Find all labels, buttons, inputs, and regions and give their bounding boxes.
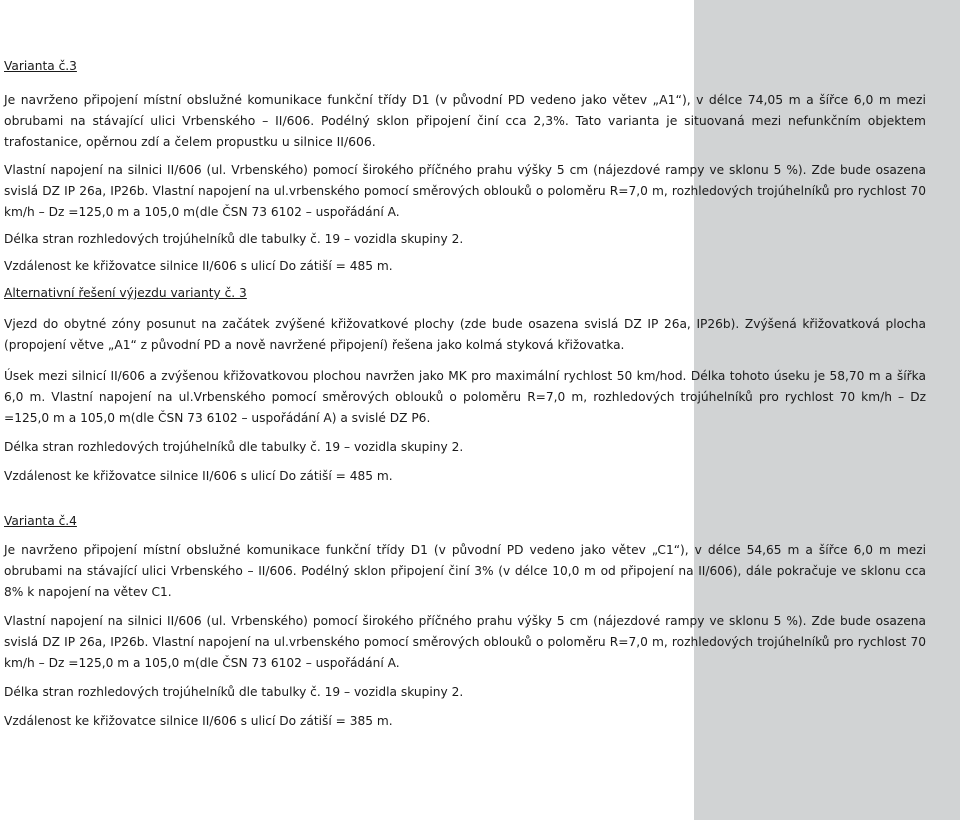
variant3-alt-distance: Vzdálenost ke křižovatce silnice II/606 s ulicí Do zátiší = 485 m. xyxy=(4,469,393,483)
variant4-distance: Vzdálenost ke křižovatce silnice II/606 s ulicí Do zátiší = 385 m. xyxy=(4,714,393,728)
variant3-distance: Vzdálenost ke křižovatce silnice II/606 s ulicí Do zátiší = 485 m. xyxy=(4,259,393,273)
variant3-alt-triangles: Délka stran rozhledových trojúhelníků dle tabulky č. 19 – vozidla skupiny 2. xyxy=(4,440,464,454)
variant4-triangles: Délka stran rozhledových trojúhelníků dle tabulky č. 19 – vozidla skupiny 2. xyxy=(4,685,464,699)
variant3-heading: Varianta č.3 xyxy=(4,59,77,73)
variant3-alt-entry: Vjezd do obytné zóny posunut na začátek zvýšené křižovatkové plochy (zde bude osazena svislá DZ IP 26a, IP26b). Zvýšená křižovatková plocha (propojení větve „A1“ z původní PD a nově navržené připojení) řešena jako kolmá styková křižovatka. xyxy=(4,317,926,352)
variant4-heading: Varianta č.4 xyxy=(4,514,77,528)
variant3-connection: Vlastní napojení na silnici II/606 (ul. Vrbenského) pomocí širokého příčného prahu výšky 5 cm (nájezdové rampy ve sklonu 5 %). Zde bude osazena svislá DZ IP 26a, IP26b. Vlastní napojení na ul.vrbenského pomocí směrových oblouků o poloměru R=7,0 m, rozhledových trojúhelníků pro rychlost 70 km/h – Dz =125,0 m a 105,0 m(dle ČSN 73 6102 – uspořádání A. xyxy=(4,163,926,219)
variant4-intro: Je navrženo připojení místní obslužné komunikace funkční třídy D1 (v původní PD vedeno jako větev „C1“), v délce 54,65 m a šířce 6,0 m mezi obrubami na stávající ulici Vrbenského – II/606. Podélný sklon připojení činí 3% (v délce 10,0 m od připojení na II/606), dále pokračuje ve sklonu cca 8% k napojení na větev C1. xyxy=(4,543,926,599)
variant3-intro: Je navrženo připojení místní obslužné komunikace funkční třídy D1 (v původní PD vedeno jako větev „A1“), v délce 74,05 m a šířce 6,0 m mezi obrubami na stávající ulici Vrbenského – II/606. Podélný sklon připojení činí cca 2,3%. Tato varianta je situovaná mezi nefunkčním objektem trafostanice, opěrnou zdí a čelem propustku u silnice II/606. xyxy=(4,92,926,149)
document-content xyxy=(4,56,926,732)
variant3-alt-section: Úsek mezi silnicí II/606 a zvýšenou křižovatkovou plochou navržen jako MK pro maximální rychlost 50 km/hod. Délka tohoto úseku je 58,70 m a šířka 6,0 m. Vlastní napojení na ul.Vrbenského pomocí směrových oblouků o poloměru R=7,0 m, rozhledových trojúhelníků pro rychlost 70 km/h – Dz =125,0 m a 105,0 m(dle ČSN 73 6102 – uspořádání A) a svislé DZ P6. xyxy=(4,369,926,425)
variant3-alt-heading: Alternativní řešení výjezdu varianty č. 3 xyxy=(4,286,247,300)
variant4-connection: Vlastní napojení na silnici II/606 (ul. Vrbenského) pomocí širokého příčného prahu výšky 5 cm (nájezdové rampy ve sklonu 5 %). Zde bude osazena svislá DZ IP 26a, IP26b. Vlastní napojení na ul.vrbenského pomocí směrových oblouků o poloměru R=7,0 m, rozhledových trojúhelníků pro rychlost 70 km/h – Dz =125,0 m a 105,0 m(dle ČSN 73 6102 – uspořádání A. xyxy=(4,614,926,670)
variant3-triangles: Délka stran rozhledových trojúhelníků dle tabulky č. 19 – vozidla skupiny 2. xyxy=(4,232,464,246)
